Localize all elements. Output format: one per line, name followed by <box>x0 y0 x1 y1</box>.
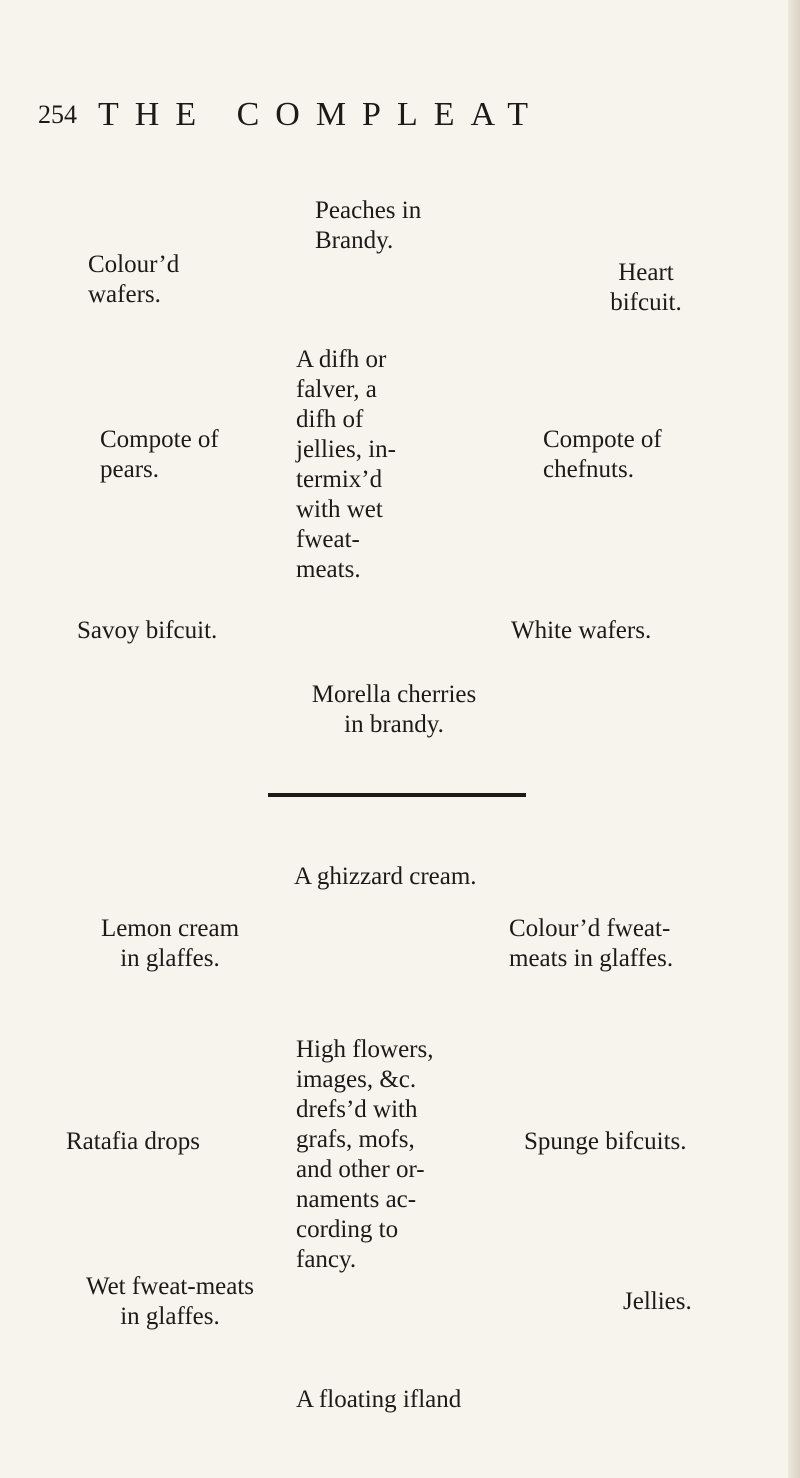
morella-cherries: Morella cherries in brandy. <box>311 681 477 738</box>
page-edge <box>788 0 800 1478</box>
dish-of-jellies: A difh or falver, a difh of jellies, in- termix’d with wet fweat- meats. <box>296 346 396 583</box>
floating-island: A floating ifland <box>296 1386 462 1413</box>
section-divider <box>268 793 526 797</box>
jellies: Jellies. <box>623 1288 692 1315</box>
compote-of-pears: Compote of pears. <box>100 426 219 483</box>
peaches-in-brandy: Peaches in Brandy. <box>315 197 422 254</box>
high-flowers: High flowers, images, &c. drefs’d with grafs, mofs, and other or- naments ac- cording to fancy. <box>296 1036 434 1273</box>
white-wafers: White wafers. <box>511 617 652 644</box>
ghizzard-cream: A ghizzard cream. <box>294 863 477 890</box>
running-title: THE COMPLEAT <box>98 96 545 133</box>
wet-sweetmeats: Wet fweat-meats in glaffes. <box>85 1273 255 1330</box>
colourd-wafers: Colour’d wafers. <box>88 251 180 308</box>
spunge-biscuits: Spunge bifcuits. <box>524 1128 687 1155</box>
page-number: 254 <box>38 100 77 129</box>
heart-biscuit: Heart bifcuit. <box>610 259 682 316</box>
savoy-biscuit: Savoy bifcuit. <box>77 617 218 644</box>
lemon-cream: Lemon cream in glaffes. <box>100 915 240 972</box>
colourd-sweetmeats: Colour’d fweat- meats in glaffes. <box>509 915 674 972</box>
compote-of-chesnuts: Compote of chefnuts. <box>543 426 662 483</box>
ratafia-drops: Ratafia drops <box>66 1128 200 1155</box>
